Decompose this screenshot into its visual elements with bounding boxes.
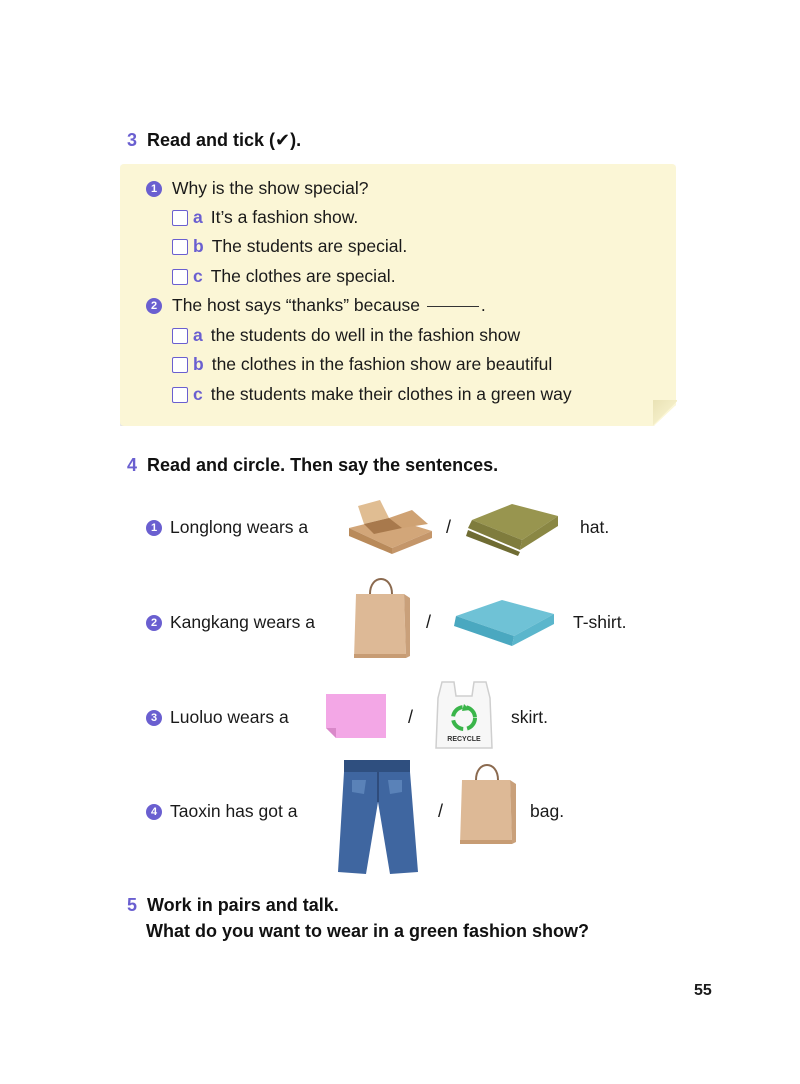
- option-2c: [172, 384, 572, 405]
- tick-box[interactable]: [172, 269, 188, 285]
- page-number: 55: [694, 982, 712, 999]
- green-cloth-icon[interactable]: [462, 500, 562, 556]
- tick-box[interactable]: [172, 387, 188, 403]
- item-end-word: bag.: [530, 801, 565, 821]
- item-number: 1: [146, 520, 162, 536]
- tick-box[interactable]: [172, 210, 188, 226]
- option-text: the clothes in the fashion show are beautiful: [211, 354, 553, 374]
- option-1a: [172, 207, 358, 228]
- slash: /: [426, 612, 432, 632]
- section-5-heading: [127, 895, 339, 916]
- recycle-plastic-bag-icon[interactable]: [432, 680, 496, 752]
- item-number: 3: [146, 710, 162, 726]
- option-letter: b: [193, 236, 204, 256]
- item-1: [146, 517, 308, 538]
- option-1c: [172, 266, 396, 287]
- option-letter: a: [193, 325, 203, 345]
- jeans-icon[interactable]: [330, 758, 424, 876]
- item-4: [146, 801, 297, 822]
- slash: /: [446, 517, 452, 537]
- option-letter: c: [193, 384, 203, 404]
- option-2b: [172, 354, 552, 375]
- section-5-question: What do you want to wear in a green fashion show?: [146, 921, 590, 941]
- item-end-word: hat.: [580, 517, 610, 537]
- item-text: Luoluo wears a: [170, 707, 289, 727]
- section-title: Read and tick (✔).: [147, 130, 302, 150]
- option-1b: [172, 236, 407, 257]
- option-text: The clothes are special.: [210, 266, 396, 286]
- cardboard-box-icon[interactable]: [344, 498, 434, 556]
- item-text: Longlong wears a: [170, 517, 309, 537]
- item-end-word: T-shirt.: [573, 612, 627, 632]
- question-number: 1: [146, 181, 162, 197]
- slash: /: [438, 801, 444, 821]
- card-curl: [653, 400, 677, 426]
- section-title: Work in pairs and talk.: [147, 895, 339, 915]
- slash: /: [408, 707, 414, 727]
- section-number: 3: [127, 130, 138, 150]
- item-3: [146, 707, 289, 728]
- section-title: Read and circle. Then say the sentences.: [147, 455, 499, 475]
- paper-bag-icon[interactable]: [350, 570, 412, 662]
- item-end-word: skirt.: [511, 707, 548, 727]
- option-text: the students do well in the fashion show: [210, 325, 521, 345]
- option-text: It’s a fashion show.: [210, 207, 359, 227]
- question-text-start: The host says “thanks” because: [172, 295, 421, 315]
- answer-blank: [427, 306, 479, 307]
- section-3-heading: [127, 130, 301, 151]
- option-letter: a: [193, 207, 203, 227]
- item-number: 2: [146, 615, 162, 631]
- tick-box[interactable]: [172, 328, 188, 344]
- section-number: 5: [127, 895, 138, 915]
- question-text-end: .: [480, 295, 486, 315]
- recycle-label: RECYCLE: [447, 736, 481, 743]
- option-letter: b: [193, 354, 204, 374]
- question-1: [146, 178, 368, 199]
- section-number: 4: [127, 455, 138, 475]
- section-4-heading: [127, 455, 498, 476]
- option-letter: c: [193, 266, 203, 286]
- paper-bag-icon[interactable]: [456, 756, 518, 848]
- pink-paper-icon[interactable]: [324, 692, 388, 740]
- tick-box[interactable]: [172, 357, 188, 373]
- question-text: Why is the show special?: [172, 178, 369, 198]
- option-2a: [172, 325, 520, 346]
- tick-box[interactable]: [172, 239, 188, 255]
- blue-cloth-icon[interactable]: [450, 596, 558, 650]
- option-text: The students are special.: [211, 236, 408, 256]
- option-text: the students make their clothes in a green way: [210, 384, 572, 404]
- item-text: Taoxin has got a: [170, 801, 298, 821]
- item-number: 4: [146, 804, 162, 820]
- question-number: 2: [146, 298, 162, 314]
- question-2: [146, 295, 486, 316]
- item-2: [146, 612, 315, 633]
- question-text: [172, 295, 486, 316]
- item-text: Kangkang wears a: [170, 612, 315, 632]
